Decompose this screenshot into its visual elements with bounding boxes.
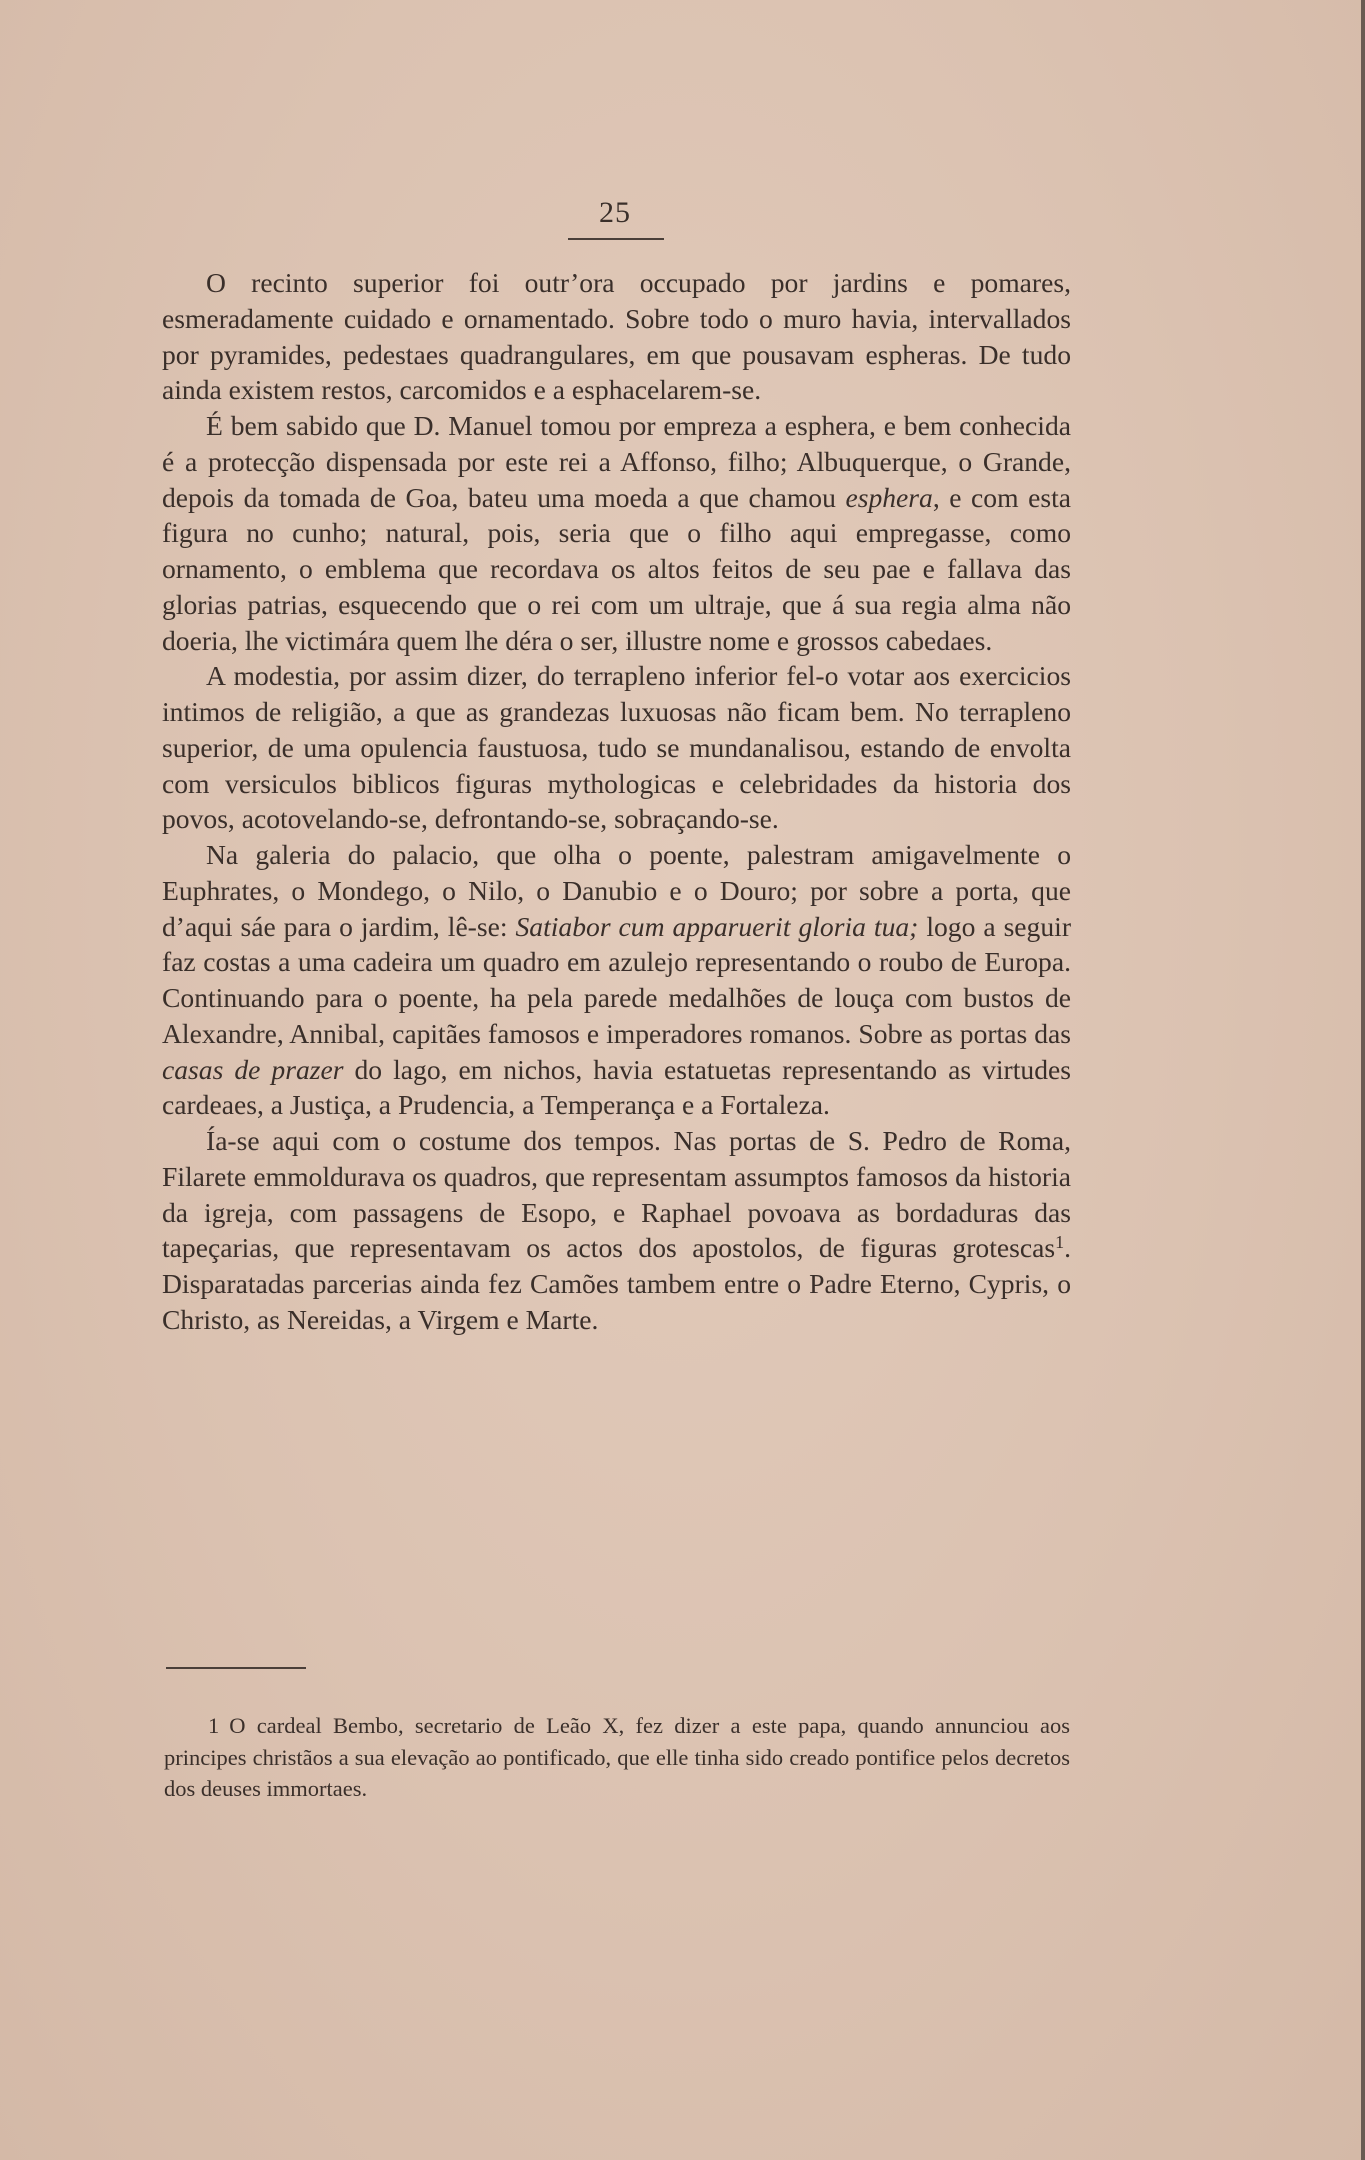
paragraph-2-italic: esphera: [845, 481, 933, 513]
paragraph-4-italic-term: casas de prazer: [162, 1053, 344, 1085]
paragraph-4: [162, 837, 1071, 1123]
paragraph-5-text-a: Ía-se aqui com o costume dos tempos. Nas portas de S. Pedro de Roma, Filarete emmoldurava os quadros, que representam assumptos famosos da historia da igreja, com passagens de Esopo, e Raphael povoava as bordaduras das tapeçarias, que representavam os actos dos apostolos, de figuras grotescas: [162, 1125, 1071, 1264]
page-number-rule: [568, 238, 664, 240]
paragraph-2-text-b: , e com esta figura no cunho; natural, pois, seria que o filho aqui empregasse, como ornamento, o emblema que recordava os altos feitos de seu pae e fallava das glorias patrias, esquecendo que o rei com um ultraje, que á sua regia alma não doeria, lhe victimára quem lhe déra o ser, illustre nome e grossos cabedaes.: [162, 481, 1072, 656]
body-text: [162, 265, 1071, 1338]
paragraph-4-text-b: logo a seguir faz costas a uma cadeira um quadro em azulejo representando o roubo de Europa. Continuando para o poente, ha pela parede medalhões de louça com bustos de Alexandre, Annibal, capitães famosos e imperadores romanos. Sobre as portas das: [162, 910, 1072, 1049]
footnote-separator: [166, 1667, 306, 1669]
footnote-reference[interactable]: 1: [1055, 1232, 1065, 1253]
paragraph-4-text-a: Na galeria do palacio, que olha o poente, palestram amigavelmente o Euphrates, o Mondego, o Nilo, o Danubio e o Douro; por sobre a porta, que d’aqui sáe para o jardim, lê-se:: [162, 839, 1071, 942]
paragraph-4-italic-quote: Satiabor cum apparuerit gloria tua;: [515, 910, 919, 942]
paragraph-5: [162, 1123, 1071, 1338]
paragraph-3: A modestia, por assim dizer, do terrapleno inferior fel-o votar aos exercicios intimos de religião, a que as grandezas luxuosas não ficam bem. No terrapleno superior, de uma opulencia faustuosa, tudo se mundanalisou, estando de envolta com versiculos biblicos figuras mythologicas e celebridades da historia dos povos, acotovelando-se, defrontando-se, sobraçando-se.: [162, 660, 1071, 835]
footnote: [164, 1710, 1070, 1805]
footnote-text: O cardeal Bembo, secretario de Leão X, fez dizer a este papa, quando annunciou aos principes christãos a sua elevação ao pontificado, que elle tinha sido creado pontifice pelos decretos dos deuses immortaes.: [164, 1713, 1070, 1802]
page-number: 25: [599, 196, 631, 229]
paragraph-5-text-b: . Disparatadas parcerias ainda fez Camões tambem entre o Padre Eterno, Cypris, o Christo, as Nereidas, a Virgem e Marte.: [162, 1232, 1071, 1335]
paragraph-4-text-c: do lago, em nichos, havia estatuetas representando as virtudes cardeaes, a Justiça, a Prudencia, a Temperança e a Fortaleza.: [162, 1053, 1071, 1121]
paragraph-1: O recinto superior foi outr’ora occupado por jardins e pomares, esmeradamente cuidado e ornamentado. Sobre todo o muro havia, intervallados por pyramides, pedestaes quadrangulares, em que pousavam espheras. De tudo ainda existem restos, carcomidos e a esphacelarem-se.: [162, 267, 1071, 406]
paragraph-2-text-a: É bem sabido que D. Manuel tomou por empreza a esphera, e bem conhecida é a protecção dispensada por este rei a Affonso, filho; Albuquerque, o Grande, depois da tomada de Goa, bateu uma moeda a que chamou: [162, 410, 1071, 513]
page-edge-shadow: [1361, 0, 1365, 2160]
paragraph-2: [162, 408, 1071, 658]
footnote-mark: 1: [208, 1713, 220, 1738]
footnote-paragraph: [164, 1710, 1070, 1805]
